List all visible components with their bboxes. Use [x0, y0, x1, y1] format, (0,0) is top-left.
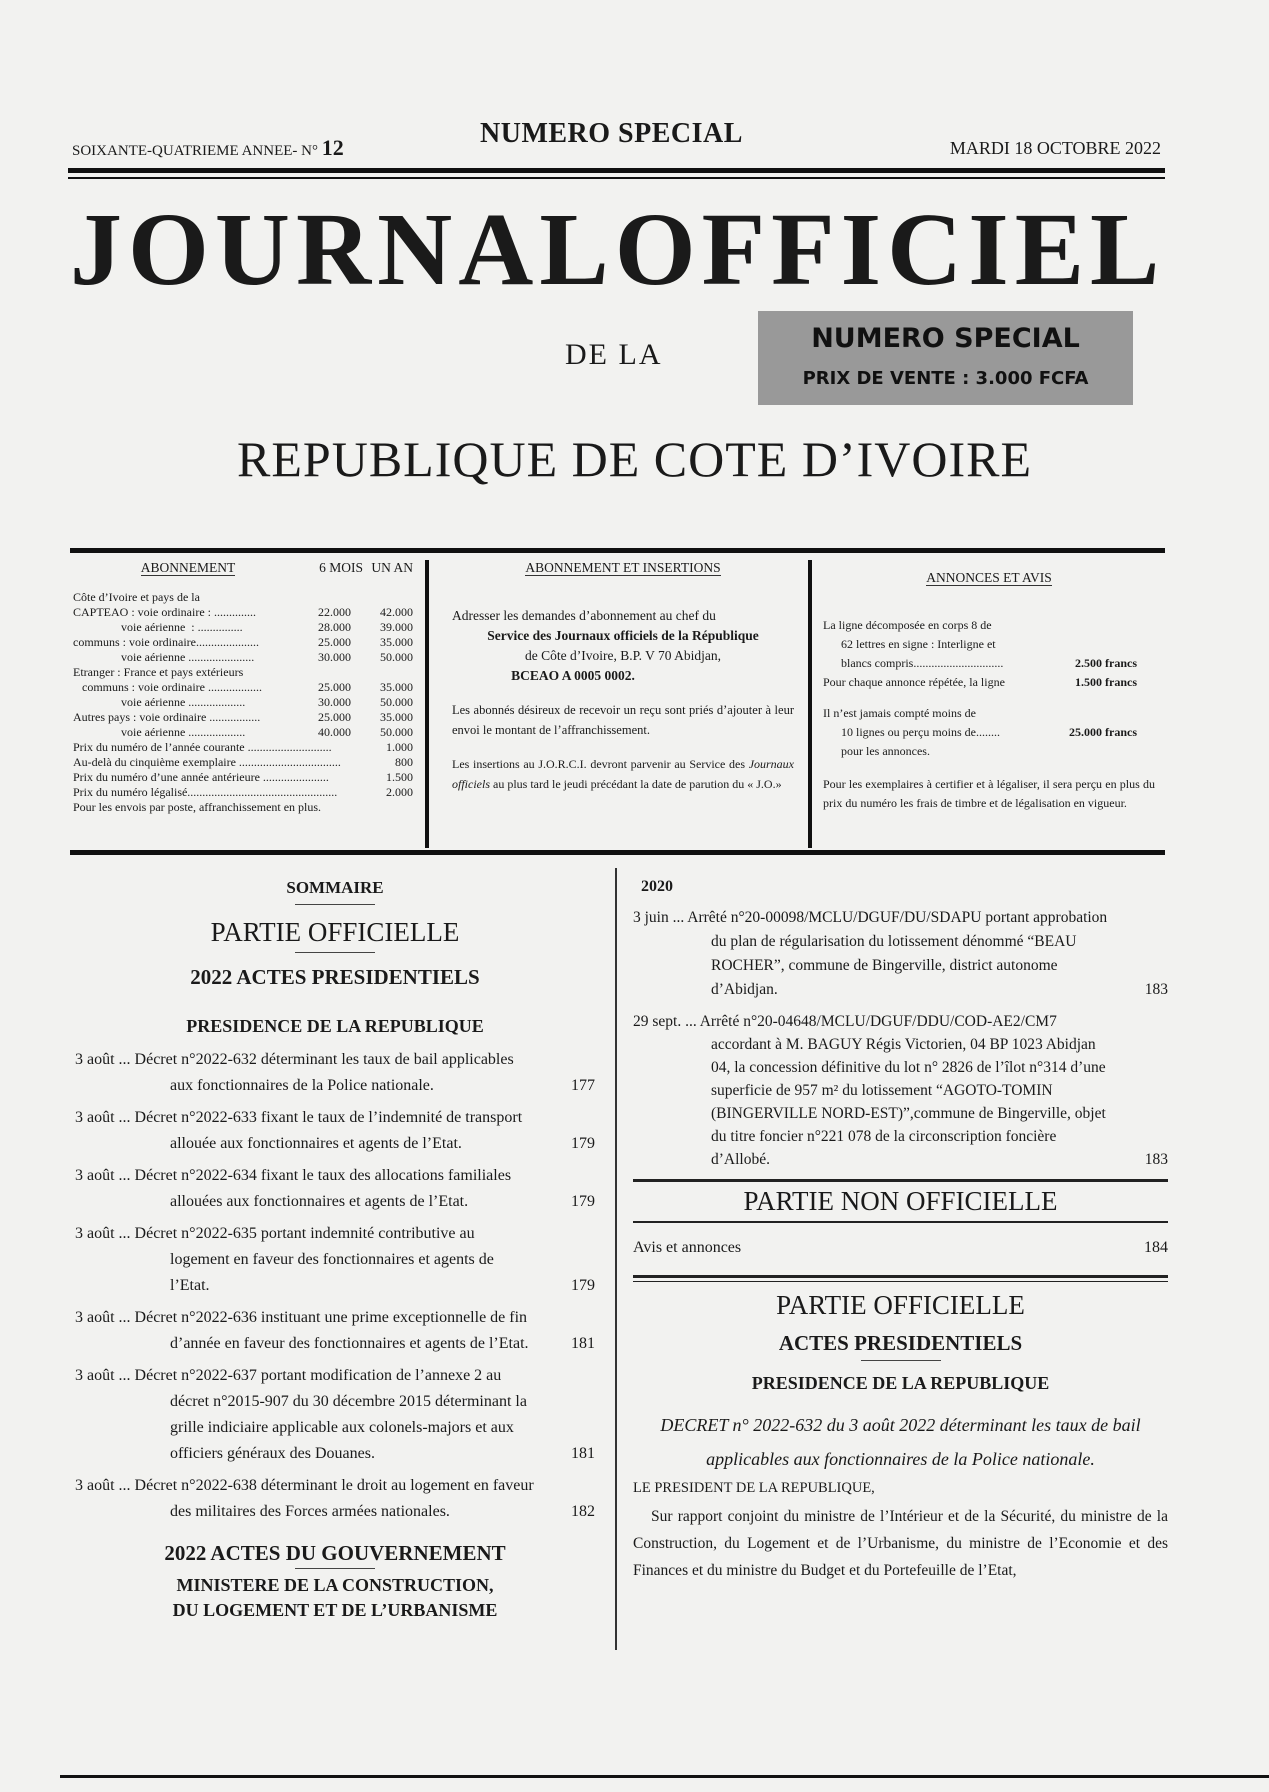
- annonce-line: pour les annonces.: [841, 744, 930, 758]
- special-box-price: PRIX DE VENTE : 3.000 FCFA: [802, 368, 1089, 389]
- insertions-address: Adresser les demandes d’abonnement au chef du Service des Journaux officiels de la République de Côte d’Ivoire, B.P. V 70 Abidjan, BCEAO A 0005 0002.: [452, 608, 759, 683]
- annonce-line: La ligne décomposée en corps 8 de: [823, 618, 992, 632]
- rule: [861, 1360, 941, 1361]
- abo-row: voie aérienne ................... 30.000 50.000: [73, 695, 413, 709]
- avis-row[interactable]: [633, 1239, 1168, 1257]
- actes-presidentiels-heading: ACTES PRESIDENTIELS: [778, 1331, 1023, 1355]
- sommaire-entry[interactable]: 3 août ... Décret n°2022-637 portant modification de l’annexe 2 au décret n°2015-907 du 30 décembre 2015 déterminant la grille indiciaire applicable aux colonels-majors et aux officiers généraux des Douanes. 181: [75, 1363, 595, 1467]
- page-number: 183: [1144, 1151, 1168, 1168]
- presidence-heading: PRESIDENCE DE LA REPUBLIQUE: [186, 1016, 484, 1036]
- header-rule-thin: [68, 177, 1165, 179]
- annonce-legalisation: Pour les exemplaires à certifier et à légaliser, il sera perçu en plus du prix du numéro les frais de timbre et de légalisation en vigueur.: [823, 777, 1155, 810]
- insertions-deadline: Les insertions au J.O.R.C.I. devront parvenir au Service des Journaux officiels au plus tard le jeudi précédant la date de parution du « J.O.»: [452, 757, 795, 791]
- abonnement-header-row: [73, 560, 413, 576]
- page-number: 179: [571, 1193, 595, 1210]
- rapport-paragraph: Sur rapport conjoint du ministre de l’Intérieur et de la Sécurité, du ministre de la Construction, du Logement et de l’Urbanisme, du ministre de l’Economie et des Finances et du ministre du Budget et du Portefeuille de l’Etat,: [633, 1508, 1168, 1579]
- info-divider-2: [808, 560, 812, 848]
- page-number: 183: [1144, 981, 1168, 998]
- page-number: 181: [571, 1445, 595, 1462]
- abo-row: CAPTEAO : voie ordinaire : .............. 22.000 42.000: [73, 605, 413, 619]
- partie-officielle-heading: PARTIE OFFICIELLE: [210, 917, 460, 947]
- issue-date: MARDI 18 OCTOBRE 2022: [949, 138, 1161, 158]
- abo-row: voie aérienne : ............... 28.000 39.000: [73, 620, 413, 634]
- info-divider-1: [425, 560, 429, 848]
- page-number: 184: [1144, 1239, 1168, 1256]
- abonnement-footer: Pour les envois par poste, affranchissement en plus.: [73, 800, 322, 814]
- col-6mois: 6 MOIS: [319, 560, 363, 575]
- footer-rule: [60, 1775, 1269, 1778]
- issue-label: SOIXANTE-QUATRIEME ANNEE- N°: [72, 143, 318, 159]
- insertions-heading: ABONNEMENT ET INSERTIONS: [525, 560, 721, 575]
- section-rule: [633, 1281, 1168, 1282]
- sommaire-entry[interactable]: 3 août ... Décret n°2022-635 portant indemnité contributive au logement en faveur des fonctionnaires et agents de l’Etat. 179: [75, 1221, 595, 1299]
- actes-gouvernement-heading: 2022 ACTES DU GOUVERNEMENT: [164, 1541, 506, 1565]
- annonce-line: Pour chaque annonce répétée, la ligne 1.500 francs: [823, 675, 1137, 689]
- annonce-line: 10 lignes ou perçu moins de........ 25.000 francs: [841, 725, 1137, 739]
- price-row: Prix du numéro d’une année antérieure ...................... 1.500: [73, 770, 413, 784]
- ministere-line-1: MINISTERE DE LA CONSTRUCTION,: [176, 1575, 494, 1595]
- sommaire-entry[interactable]: 3 août ... Décret n°2022-634 fixant le taux des allocations familiales allouées aux fonctionnaires et agents de l’Etat. 179: [75, 1163, 595, 1215]
- insertions-receipt: Les abonnés désireux de recevoir un reçu sont priés d’ajouter à leur envoi le montant de l’affranchissement.: [452, 703, 794, 737]
- page-number: 179: [571, 1135, 595, 1152]
- decret-title: DECRET n° 2022-632 du 3 août 2022 déterminant les taux de bail applicables aux fonctionnaires de la Police nationale.: [660, 1415, 1141, 1469]
- ministere-line-2: DU LOGEMENT ET DE L’URBANISME: [172, 1600, 498, 1620]
- page-number: 182: [571, 1503, 595, 1520]
- sommaire-entry[interactable]: 3 août ... Décret n°2022-636 instituant une prime exceptionnelle de fin d’année en faveur des fonctionnaires et agents de l’Etat. 181: [75, 1305, 595, 1357]
- title-word-journal: JOURNAL: [70, 192, 615, 307]
- sommaire-entry[interactable]: 3 août ... Décret n°2022-638 déterminant le droit au logement en faveur des militaires des Forces armées nationales. 182: [75, 1473, 595, 1525]
- journal-title: [70, 192, 1166, 307]
- title-word-officiel: OFFICIEL: [614, 192, 1166, 307]
- rule: [295, 1568, 375, 1569]
- insertions-column: [452, 560, 794, 845]
- sommaire-entry[interactable]: 29 sept. ... Arrêté n°20-04648/MCLU/DGUF/DDU/COD-AE2/CM7 accordant à M. BAGUY Régis Victorien, 04 BP 1023 Abidjan 04, la concession définitive du lot n° 2826 de l’îlot n°314 d’une superficie de 957 m² du lotissement “AGOTO-TOMIN (BINGERVILLE NORD-EST)”,commune de Bingerville, objet du titre foncier n°221 078 de la circonscription foncière d’Allobé. 183: [633, 1010, 1168, 1171]
- annonces-column: [823, 560, 1155, 845]
- header-rule: [68, 168, 1165, 173]
- abo-row: communs : voie ordinaire..................... 25.000 35.000: [73, 635, 413, 649]
- partie-non-officielle-heading: PARTIE NON OFFICIELLE: [743, 1186, 1058, 1216]
- abo-row: Côte d’Ivoire et pays de la: [73, 590, 200, 604]
- special-issue-label: NUMERO SPECIAL: [480, 118, 743, 149]
- section-rule: [633, 1275, 1168, 1278]
- avis-label: Avis et annonces: [633, 1239, 742, 1256]
- partie-officielle-heading: PARTIE OFFICIELLE: [776, 1290, 1025, 1320]
- abo-row: Etranger : France et pays extérieurs: [73, 665, 244, 679]
- abonnement-heading: ABONNEMENT: [140, 560, 236, 575]
- page-number: 177: [571, 1077, 595, 1094]
- page-number: 179: [571, 1277, 595, 1294]
- sommaire-column: [75, 878, 595, 1621]
- col-unan: UN AN: [371, 560, 413, 575]
- info-bottom-rule: [70, 850, 1165, 855]
- page-number: 181: [571, 1335, 595, 1352]
- price-row: Prix du numéro de l’année courante ............................ 1.000: [73, 740, 413, 754]
- sommaire-entry[interactable]: 3 juin ... Arrêté n°20-00098/MCLU/DGUF/DU/SDAPU portant approbation du plan de régularisation du lotissement dénommé “BEAU ROCHER”, commune de Bingerville, district autonome d’Abidjan. 183: [633, 906, 1168, 1002]
- presidence-heading: PRESIDENCE DE LA REPUBLIQUE: [751, 1373, 1050, 1393]
- special-box-title: NUMERO SPECIAL: [811, 323, 1080, 354]
- rule: [295, 952, 375, 953]
- sommaire-entry[interactable]: 3 août ... Décret n°2022-633 fixant le taux de l’indemnité de transport allouée aux fonctionnaires et agents de l’Etat. 179: [75, 1105, 595, 1157]
- price-row: Au-delà du cinquième exemplaire .................................. 800: [73, 755, 413, 769]
- price-row: Prix du numéro légalisé.................................................. 2.000: [73, 785, 413, 799]
- annonces-heading: ANNONCES ET AVIS: [926, 570, 1052, 585]
- abonnement-column: [73, 560, 413, 845]
- column-divider: [615, 868, 617, 1650]
- abo-row: Autres pays : voie ordinaire ................. 25.000 35.000: [73, 710, 413, 724]
- abo-row: voie aérienne ...................... 30.000 50.000: [73, 650, 413, 664]
- abo-row: voie aérienne ................... 40.000 50.000: [73, 725, 413, 739]
- annonce-line: blancs compris.............................. 2.500 francs: [841, 656, 1137, 670]
- right-column: [633, 878, 1168, 1584]
- rule: [295, 904, 375, 905]
- section-rule: [633, 1221, 1168, 1223]
- section-rule: [633, 1179, 1168, 1182]
- annonce-line: 62 lettres en signe : Interligne et: [841, 637, 996, 651]
- sommaire-entry[interactable]: 3 août ... Décret n°2022-632 déterminant les taux de bail applicables aux fonctionnaires de la Police nationale. 177: [75, 1047, 595, 1099]
- actes-presidentiels-heading: 2022 ACTES PRESIDENTIELS: [190, 965, 480, 989]
- abo-row: communs : voie ordinaire .................. 25.000 35.000: [73, 680, 413, 694]
- le-president-line: LE PRESIDENT DE LA REPUBLIQUE,: [633, 1480, 875, 1496]
- annonce-line: Il n’est jamais compté moins de: [823, 706, 976, 720]
- de-la-label: DE LA: [565, 338, 663, 371]
- info-top-rule: [70, 548, 1165, 553]
- special-price-box: [758, 311, 1133, 405]
- issue-line: [72, 135, 344, 161]
- year-heading: 2020: [641, 878, 673, 895]
- issue-number: 12: [321, 135, 344, 160]
- sommaire-heading: SOMMAIRE: [286, 878, 384, 897]
- country-title: REPUBLIQUE DE COTE D’IVOIRE: [237, 431, 1032, 487]
